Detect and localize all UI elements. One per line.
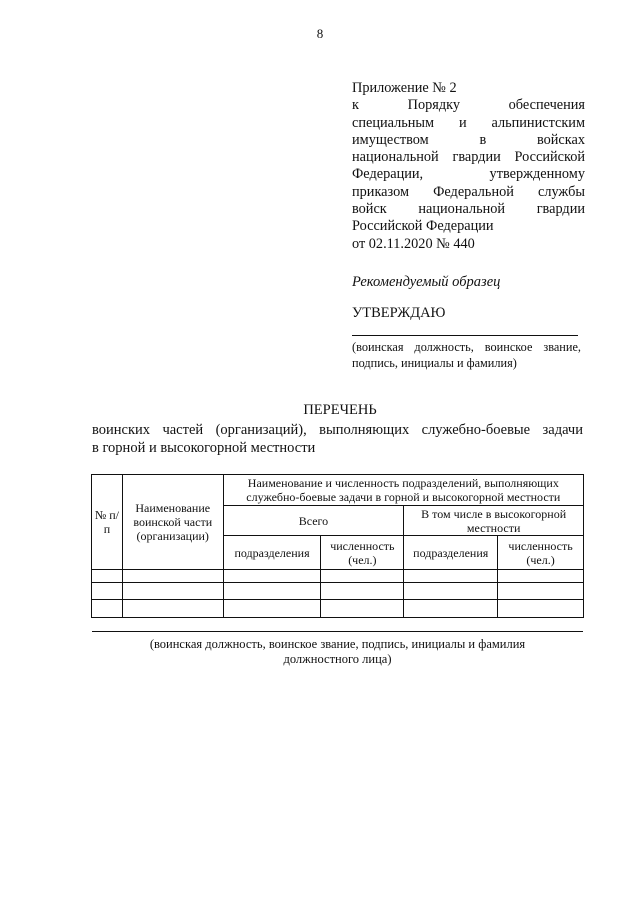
header-units: подразделения	[223, 536, 321, 570]
header-number: № п/п	[92, 475, 123, 570]
appendix-line: специальным и альпинистским	[352, 114, 585, 131]
table-cell	[92, 600, 123, 618]
document-title: ПЕРЕЧЕНЬ	[303, 402, 377, 418]
approval-signature-caption	[352, 340, 581, 371]
appendix-line: войск национальной гвардии	[352, 201, 585, 218]
table-cell	[404, 583, 498, 600]
table-cell	[223, 600, 321, 618]
table-cell	[92, 570, 123, 583]
appendix-line: Российской Федерации	[352, 218, 494, 235]
table-cell	[498, 583, 584, 600]
table-cell	[321, 570, 404, 583]
appendix-line: от 02.11.2020 № 440	[352, 235, 475, 252]
table-cell	[122, 600, 223, 618]
header-high-mountain: В том числе в высокогорной местности	[404, 506, 584, 536]
appendix-line: Федерации, утвержденному	[352, 166, 585, 183]
appendix-line: Приложение № 2	[352, 80, 457, 96]
table-cell	[92, 583, 123, 600]
official-signature-caption	[92, 637, 583, 667]
caption-line: (воинская должность, воинское звание, подпись, инициалы и фамилия	[149, 637, 526, 651]
appendix-line: имуществом в войсках	[352, 131, 585, 148]
document-subtitle	[92, 422, 583, 457]
approve-heading: УТВЕРЖДАЮ	[352, 305, 446, 321]
header-group: Наименование и численность подразделений, выполняющих служебно-боевые задачи в горной и высокогорной местности	[223, 475, 583, 506]
table-cell	[404, 600, 498, 618]
official-signature-line	[92, 631, 583, 632]
table-cell	[122, 570, 223, 583]
appendix-line: к Порядку обеспечения	[352, 97, 585, 114]
appendix-line: национальной гвардии Российской	[352, 149, 585, 166]
table-cell	[321, 583, 404, 600]
appendix-header	[352, 80, 585, 253]
recommended-sample-label: Рекомендуемый образец	[352, 274, 501, 290]
table-cell	[223, 583, 321, 600]
table-cell	[122, 583, 223, 600]
caption-line: должностного лица)	[283, 652, 392, 666]
caption-line: (воинская должность, воинское звание,	[352, 340, 581, 354]
approval-signature-line	[352, 335, 578, 336]
appendix-line: приказом Федеральной службы	[352, 183, 585, 200]
subtitle-line: воинских частей (организаций), выполняющих служебно-боевые задачи	[92, 422, 583, 438]
header-units-high: подразделения	[404, 536, 498, 570]
header-count: численность (чел.)	[321, 536, 404, 570]
table-cell	[321, 600, 404, 618]
page-number: 8	[316, 26, 324, 41]
subtitle-line: в горной и высокогорной местности	[92, 439, 316, 456]
table-cell	[498, 600, 584, 618]
table-cell	[404, 570, 498, 583]
caption-line: подпись, инициалы и фамилия)	[352, 355, 517, 370]
header-count-high: численность (чел.)	[498, 536, 584, 570]
table-cell	[498, 570, 584, 583]
header-total: Всего	[223, 506, 404, 536]
units-table	[91, 474, 584, 618]
header-unit-name: Наименование воинской части (организации)	[122, 475, 223, 570]
table-cell	[223, 570, 321, 583]
